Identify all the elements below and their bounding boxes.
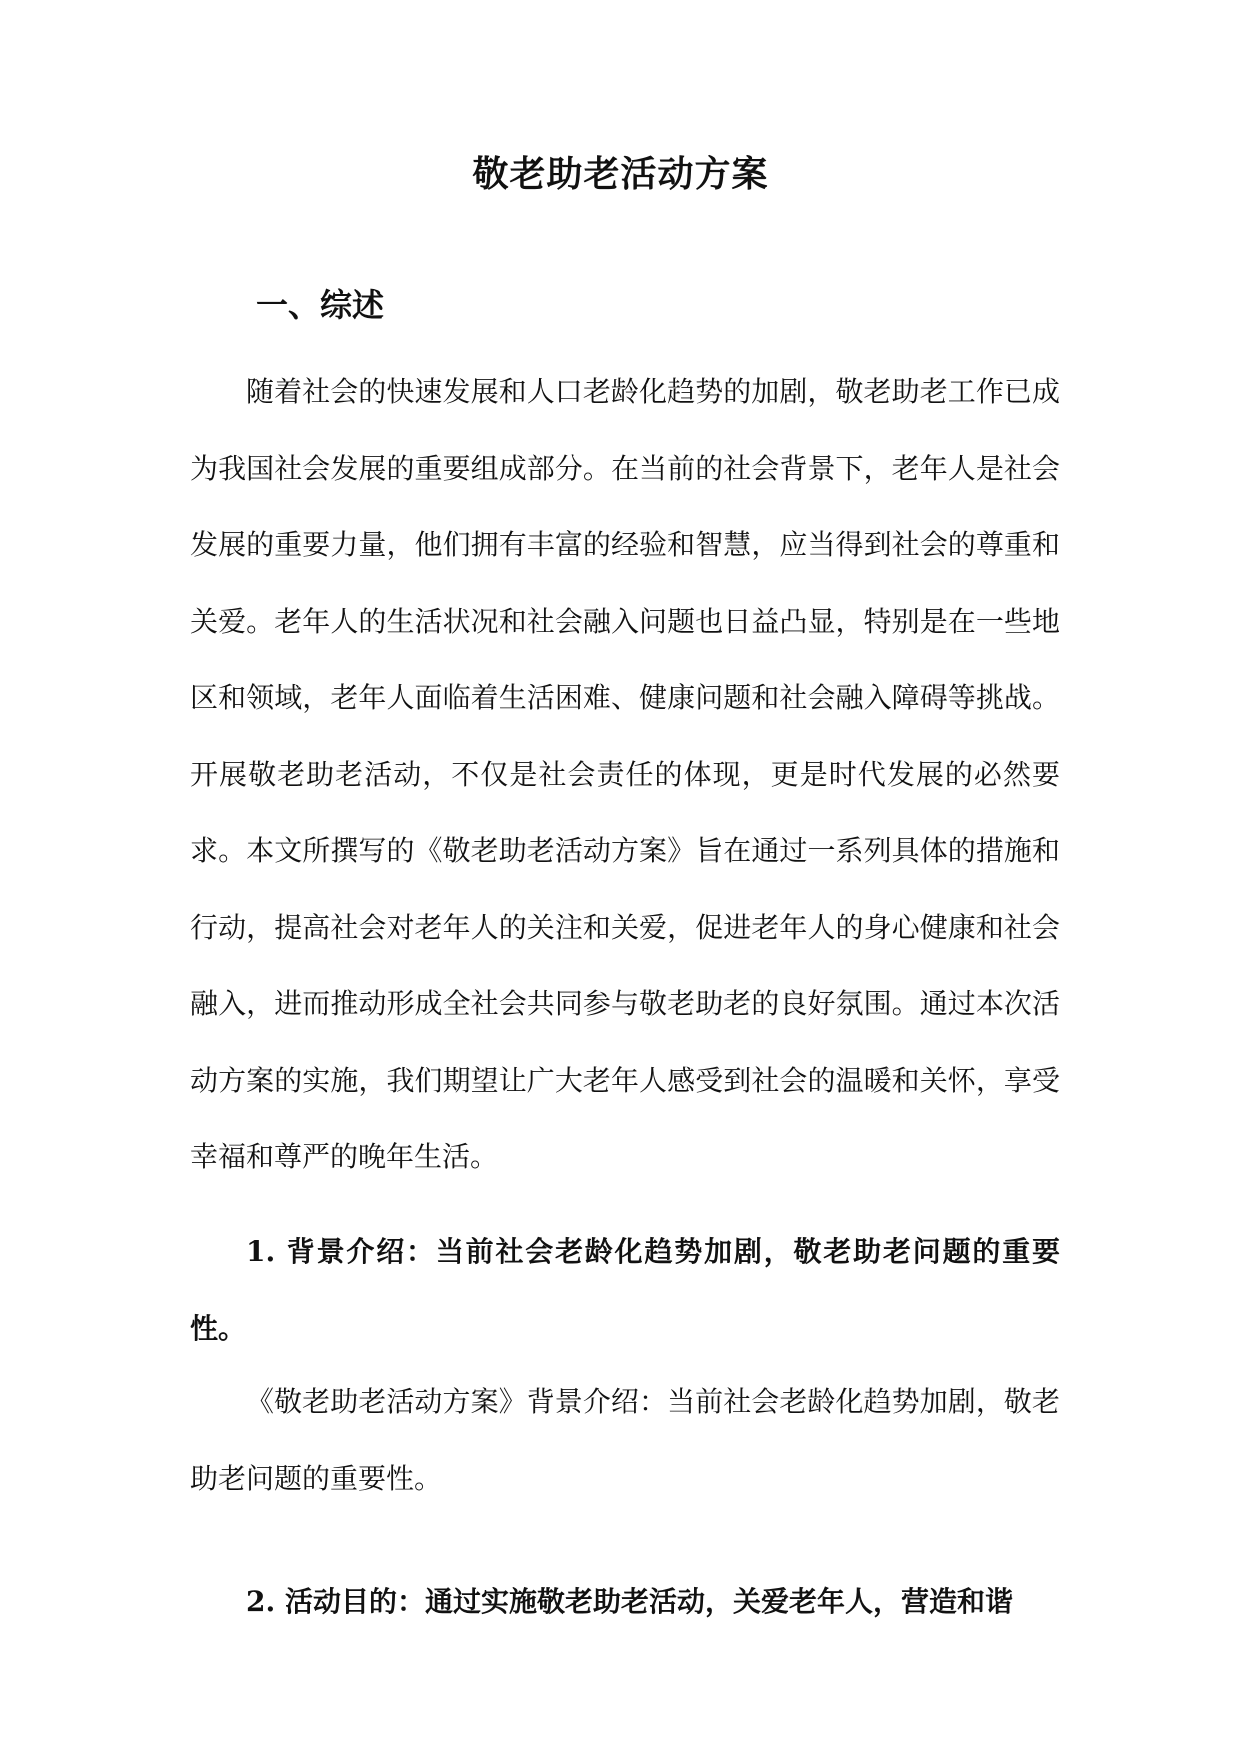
subheading-background: 1. 背景介绍：当前社会老龄化趋势加剧，敬老助老问题的重要性。 [190,1235,1060,1345]
intro-paragraph: 随着社会的快速发展和人口老龄化趋势的加剧，敬老助老工作已成为我国社会发展的重要组成部分。在当前的社会背景下，老年人是社会发展的重要力量，他们拥有丰富的经验和智慧，应当得到社会的尊重和关爱。老年人的生活状况和社会融入问题也日益凸显，特别是在一些地区和领域，老年人面临着生活困难、健康问题和社会融入障碍等挑战。开展敬老助老活动，不仅是社会责任的体现，更是时代发展的必然要求。本文所撰写的《敬老助老活动方案》旨在通过一系列具体的措施和行动，提高社会对老年人的关注和关爱，促进老年人的身心健康和社会融入，进而推动形成全社会共同参与敬老助老的良好氛围。通过本次活动方案的实施，我们期望让广大老年人感受到社会的温暖和关怀，享受幸福和尊严的晚年生活。 [190,375,1060,1173]
subheading-purpose: 2. 活动目的：通过实施敬老助老活动，关爱老年人，营造和谐 [246,1585,1013,1618]
document-title: 敬老助老活动方案 [472,153,769,195]
background-paragraph: 《敬老助老活动方案》背景介绍：当前社会老龄化趋势加剧，敬老助老问题的重要性。 [190,1385,1060,1495]
section-heading-overview: 一、综述 [256,286,385,324]
